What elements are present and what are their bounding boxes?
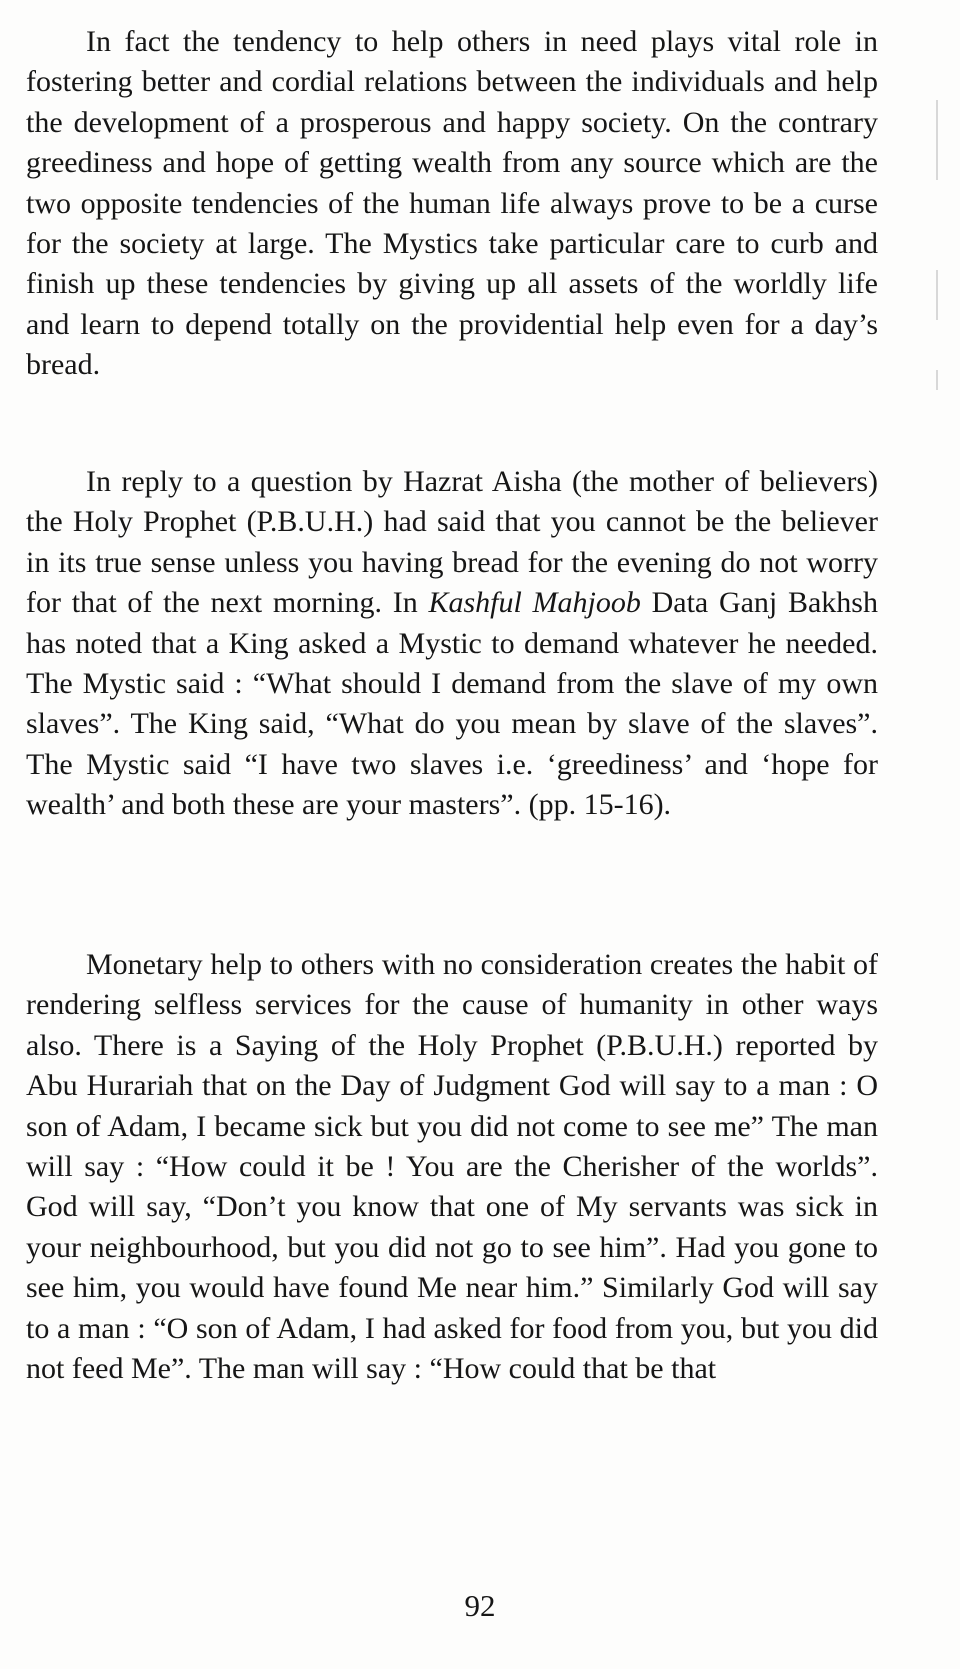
paragraph-text: Data Ganj Bakhsh has noted that a King asked a Mystic to demand whatever he needed. The Mystic said : “What should I demand from the slave of my own slaves”. The King said, “What do you mean by slave of the slaves”. The Mystic said “I have two slaves i.e. ‘greediness’ and ‘hope for wealth’ and both these are your masters”. (pp. 15-16). — [26, 586, 878, 822]
paragraph — [26, 945, 878, 1389]
scan-edge-shadow — [936, 270, 938, 320]
scan-edge-shadow — [936, 370, 938, 390]
book-title-italic: Kashful Mahjoob — [428, 586, 641, 620]
scan-edge-shadow — [936, 100, 938, 180]
paragraph-text: In reply to a question by Hazrat Aisha (the mother of believers) the Holy Prophet (P.B.U.H.) had said that you cannot be the believer in its true sense unless you having bread for the evening do not worry for that of the next morning. In — [26, 465, 878, 620]
page-number: 92 — [464, 1588, 496, 1623]
paragraph — [26, 462, 878, 826]
paragraph — [26, 22, 878, 386]
paragraph-text: In fact the tendency to help others in need plays vital role in fostering better and cordial relations between the individuals and help the development of a prosperous and happy society. On the contrary greediness and hope of getting wealth from any source which are the two opposite tendencies of the human life always prove to be a curse for the society at large. The Mystics take particular care to curb and finish up these tendencies by giving up all assets of the worldly life and learn to depend totally on the providential help even for a day’s bread. — [26, 25, 878, 382]
paragraph-text: Monetary help to others with no consideration creates the habit of rendering selfless services for the cause of humanity in other ways also. There is a Saying of the Holy Prophet (P.B.U.H.) reported by Abu Hurariah that on the Day of Judgment God will say to a man : O son of Adam, I became sick but you did not come to see me” The man will say : “How could it be ! You are the Cherisher of the worlds”. God will say, “Don’t you know that one of My servants was sick in your neighbourhood, but you did not go to see him”. Had you gone to see him, you would have found Me near him.” Similarly God will say to a man : “O son of Adam, I had asked for food from you, but you did not feed Me”. The man will say : “How could that be that — [26, 948, 878, 1386]
